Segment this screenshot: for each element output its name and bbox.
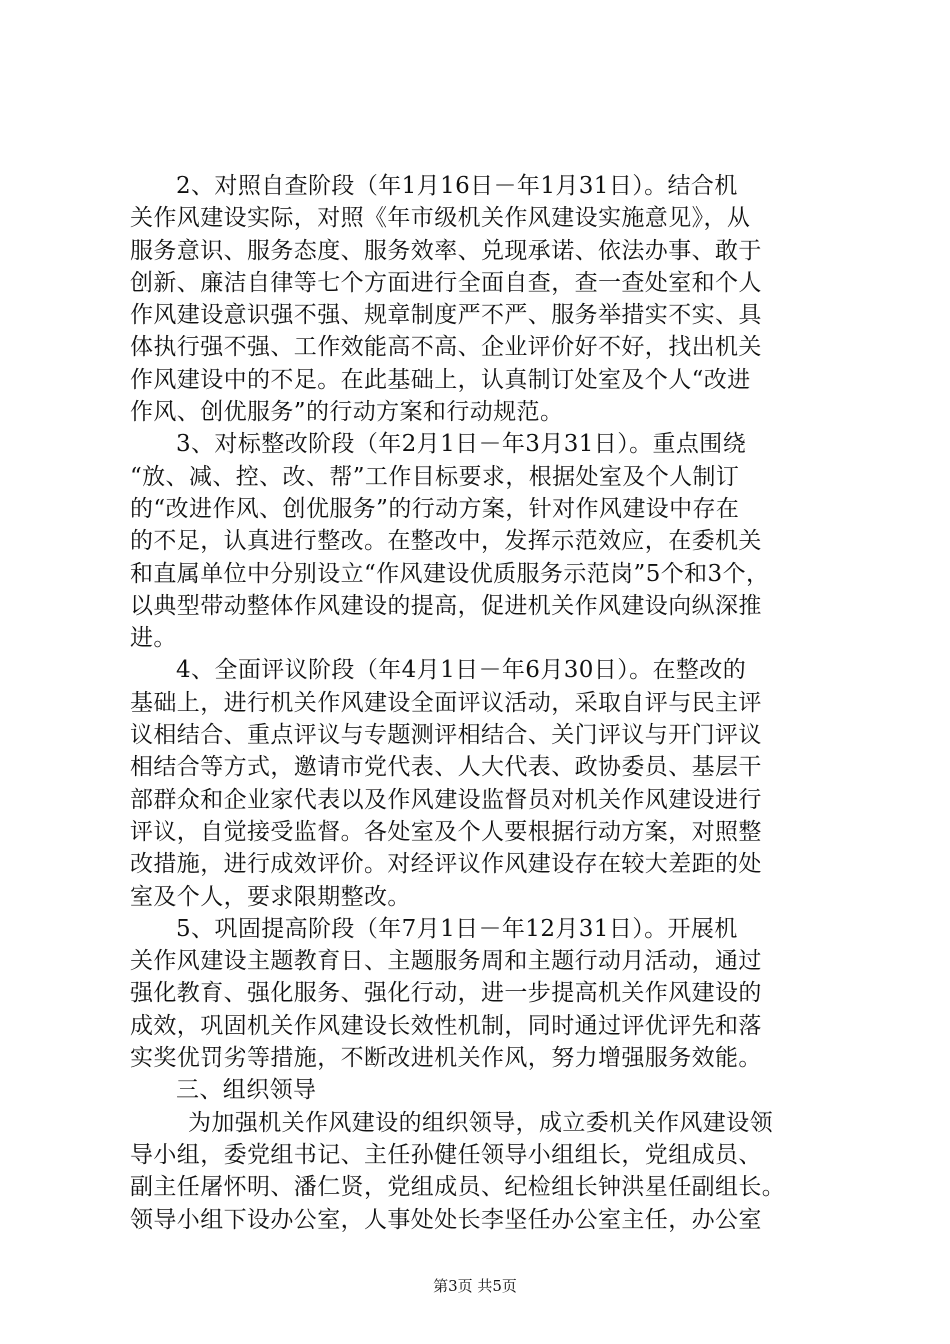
text-line: 和直属单位中分别设立“作风建设优质服务示范岗”5个和3个，: [130, 560, 770, 587]
text-line: 3、对标整改阶段（年2月1日－年3月31日）。重点围绕: [176, 431, 747, 458]
text-line: 相结合等方式，邀请市党代表、人大代表、政协委员、基层干: [130, 754, 762, 781]
text-line: 室及个人，要求限期整改。: [130, 883, 411, 910]
text-line: “放、减、控、改、帮”工作目标要求，根据处室及个人制订: [130, 463, 740, 490]
text-line: 的“改进作风、创优服务”的行动方案，针对作风建设中存在: [130, 495, 740, 522]
text-line: 导小组，委党组书记、主任孙健任领导小组组长，党组成员、: [130, 1141, 762, 1168]
text-line: 创新、廉洁自律等七个方面进行全面自查，查一查处室和个人: [130, 269, 762, 296]
text-line: 作风建设意识强不强、规章制度严不严、服务举措实不实、具: [130, 302, 762, 329]
section-heading: 三、组织领导: [176, 1077, 317, 1104]
text-line: 作风、创优服务”的行动方案和行动规范。: [130, 399, 564, 426]
text-line: 副主任屠怀明、潘仁贤，党组成员、纪检组长钟洪星任副组长。: [130, 1174, 786, 1201]
text-line: 改措施，进行成效评价。对经评议作风建设存在较大差距的处: [130, 851, 762, 878]
text-line: 强化教育、强化服务、强化行动，进一步提高机关作风建设的: [130, 980, 762, 1007]
text-line: 评议，自觉接受监督。各处室及个人要根据行动方案，对照整: [130, 818, 762, 845]
document-body: [130, 170, 830, 1236]
text-line: 2、对照自查阶段（年1月16日－年1月31日）。结合机: [176, 173, 738, 199]
text-line: 作风建设中的不足。在此基础上，认真制订处室及个人“改进: [130, 366, 751, 393]
text-line: 成效，巩固机关作风建设长效性机制，同时通过评优评先和落: [130, 1012, 762, 1039]
text-line: 体执行强不强、工作效能高不高、企业评价好不好，找出机关: [130, 334, 762, 361]
text-line: 部群众和企业家代表以及作风建设监督员对机关作风建设进行: [130, 786, 762, 813]
text-line: 服务意识、服务态度、服务效率、兑现承诺、依法办事、敢于: [130, 237, 762, 264]
text-line: 的不足，认真进行整改。在整改中，发挥示范效应，在委机关: [130, 528, 762, 555]
text-line: 4、全面评议阶段（年4月1日－年6月30日）。在整改的: [176, 657, 747, 684]
text-line: 基础上，进行机关作风建设全面评议活动，采取自评与民主评: [130, 689, 762, 716]
text-line: 关作风建设实际，对照《年市级机关作风建设实施意见》，从: [130, 205, 751, 232]
page-number: 第3页 共5页: [433, 1277, 517, 1295]
text-line: 以典型带动整体作风建设的提高，促进机关作风建设向纵深推: [130, 592, 762, 619]
text-line: 关作风建设主题教育日、主题服务周和主题行动月活动，通过: [130, 948, 762, 975]
text-line: 议相结合、重点评议与专题测评相结合、关门评议与开门评议: [130, 722, 762, 749]
text-line: 为加强机关作风建设的组织领导，成立委机关作风建设领: [188, 1109, 773, 1136]
text-line: 进。: [130, 625, 177, 652]
text-line: 5、巩固提高阶段（年7月1日－年12月31日）。开展机: [176, 915, 738, 942]
text-line: 领导小组下设办公室，人事处处长李坚任办公室主任，办公室: [130, 1206, 762, 1233]
text-line: 实奖优罚劣等措施，不断改进机关作风，努力增强服务效能。: [130, 1045, 762, 1072]
